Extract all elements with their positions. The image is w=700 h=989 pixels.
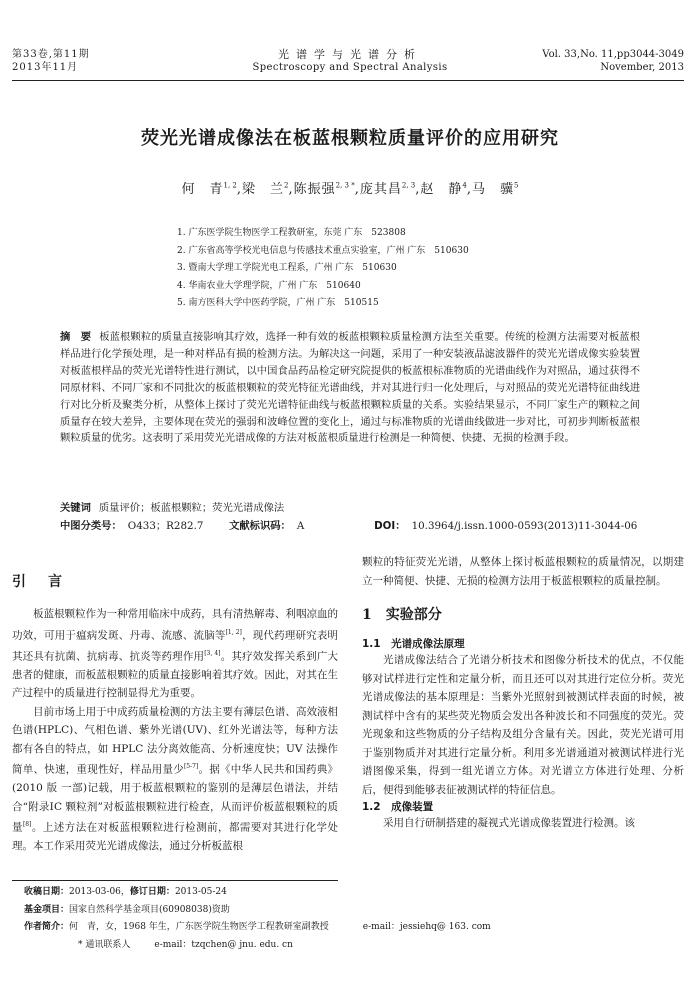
corresponding-label: * 通讯联系人 — [78, 939, 131, 950]
journal-name-zh: 光谱学与光谱分析 — [278, 48, 422, 61]
fund-label: 基金项目： — [24, 904, 70, 915]
keywords-text: 质量评价；板蓝根颗粒；荧光光谱成像法 — [98, 502, 285, 514]
author-list — [0, 178, 700, 197]
journal-name-en: Spectroscopy and Spectral Analysis — [252, 62, 448, 73]
doi-value: 10.3964/j.issn.1000-0593(2013)11-3044-06 — [411, 520, 638, 532]
received-label: 收稿日期： — [24, 887, 70, 897]
author-separator: , — [466, 182, 473, 197]
footnote-divider — [12, 880, 338, 881]
author-name: 梁 兰 — [242, 182, 285, 197]
volume-issue: 第33卷,第11期 — [12, 49, 90, 60]
left-column — [12, 555, 338, 856]
author-email[interactable]: e-mail：jessiehq@ 163. com — [362, 922, 491, 932]
received-date: 2013-03-06， — [69, 887, 130, 897]
classification-line — [60, 517, 640, 532]
author-name: 陈振强 — [293, 182, 336, 197]
text-run: 。其疗效发挥关系到广大患者的健康，而板蓝根颗粒的质量直接影响着其疗效。因此，对其在生产过程中的质量进行控制显得尤为重要。 — [12, 650, 338, 699]
journal-citation-info — [542, 48, 684, 74]
text-run: 目前市场上用于中成药质量检测的方法主要有薄层色谱、高效液相色谱(HPLC)、气相色谱、紫外光谱(UV)、红外光谱法等，每种方法都有各自的特点，如 HPLC 法分离效能高、分析速度快；UV 法操作简单、快速，重现性好，样品用量少 — [12, 705, 338, 776]
publication-date: 2013年11月 — [12, 62, 79, 73]
subsection-1-2-text: 采用自行研制搭建的凝视式光谱成像装置进行检测。该 — [383, 817, 635, 829]
citation[interactable]: [3, 4] — [204, 649, 221, 657]
author-name: 庞其昌 — [359, 182, 402, 197]
bio-value: 何 青，女，1968 年生，广东医学院生物医学工程教研室副教授 — [69, 922, 329, 932]
affiliation-item: 1. 广东医学院生物医学工程教研室，东莞 广东 523808 — [177, 228, 406, 238]
keywords-label: 关键词 — [60, 502, 91, 514]
header-divider — [12, 80, 684, 81]
abstract — [60, 329, 640, 447]
text-run: ，现代药理研究表明其还具有抗菌、抗病毒、抗炎等药理作用 — [12, 629, 338, 662]
author-separator: , — [354, 182, 360, 197]
intro-paragraph-1 — [12, 605, 338, 703]
intro-paragraph-2 — [12, 703, 338, 856]
affiliation-item: 2. 广东省高等学校光电信息与传感技术重点实验室，广州 广东 510630 — [177, 245, 469, 256]
revised-label: 修订日期： — [129, 887, 175, 897]
clc-label: 中图分类号： — [60, 520, 122, 532]
fund-note — [24, 902, 491, 920]
paper-title: 荧光光谱成像法在板蓝根颗粒质量评价的应用研究 — [141, 128, 559, 149]
corresponding-email[interactable]: e-mail：tzqchen@ jnu. edu. cn — [154, 939, 293, 950]
clc-value: O433；R282.7 — [127, 520, 204, 532]
bio-label: 作者简介： — [24, 922, 70, 932]
author-affil-sup: 2, 3 — [401, 181, 416, 190]
author-separator: , — [288, 182, 294, 197]
abstract-label: 摘 要 — [60, 331, 92, 343]
right-column — [362, 553, 684, 833]
intro-heading: 引 言 — [12, 574, 66, 590]
author-affil-sup: 1, 2 — [223, 181, 237, 190]
section-1-heading: 1 实验部分 — [362, 607, 442, 623]
text-run: 。据《中华人民共和国药典》(2010 版 一部)记载，用于板蓝根颗粒的鉴别的是薄层色谱法，并结合“附录ⅠC 颗粒剂”对板蓝根颗粒进行检查，从而评价板蓝根颗粒的质量 — [12, 763, 339, 834]
author-separator: , — [236, 182, 242, 197]
affiliation-item: 3. 暨南大学理工学院光电工程系，广州 广东 510630 — [177, 263, 397, 273]
intro-paragraph-continued: 颗粒的特征荧光光谱，从整体上探讨板蓝根颗粒的质量情况，以期建立一种简便、快捷、无损的检测方法用于板蓝根颗粒的质量控制。 — [362, 556, 684, 587]
subsection-1-2-heading: 1.2 成像装置 — [362, 801, 434, 813]
abstract-text: 板蓝根颗粒的质量直接影响其疗效，选择一种有效的板蓝根颗粒质量检测方法至关重要。传统的检测方法需要对板蓝根样品进行化学预处理，是一种对样品有损的检测方法。为解决这一问题，采用了一种安装液晶滤波器件的荧光光谱成像实验装置对板蓝根样品的荧光光谱特性进行测试，以中国食品药品检定研究院提供的板蓝根标准物质的光谱曲线作为对照品，通过获得不同原材料、不同厂家和不同批次的板蓝根颗粒的荧光特征光谱曲线，并对其进行归一化处理后，与对照品的荧光光谱特征曲线进行对比分析及聚类分析，从整体上探讨了荧光光谱特征曲线与板蓝根颗粒质量的关系。实验结果显示，不同厂家生产的颗粒之间质量存在较大差异，主要体现在荧光的强弱和波峰位置的变化上，通过与标准物质的光谱曲线做进一步对比，可初步判断板蓝根颗粒质量的优劣。这表明了采用荧光光谱成像的方法对板蓝根质量进行检测是一种简便、快捷、无损的检测手段。 — [60, 331, 641, 445]
volume-pages: Vol. 33,No. 11,pp3044-3049 — [542, 49, 684, 60]
citation[interactable]: [1, 2] — [225, 628, 242, 636]
affiliation-item: 5. 南方医科大学中医药学院，广州 广东 510515 — [177, 298, 379, 308]
author-bio-note — [24, 919, 491, 937]
author-affil-sup: 2, 3 * — [335, 181, 355, 190]
fund-value: 国家自然科学基金项目(60908038)资助 — [69, 904, 230, 915]
doi-label: DOI： — [374, 520, 406, 532]
doc-code-value: A — [296, 520, 305, 532]
author-name: 何 青 — [181, 182, 224, 197]
subsection-1-1-text: 光谱成像法结合了光谱分析技术和图像分析技术的优点，不仅能够对试样进行定性和定量分析，而且还可以对其进行定位分析。荧光光谱成像法的基本原理是：当紫外光照射到被测试样表面的时候，被测试样中含有的某些荧光物质会发出各种波长和不同强度的荧光。荧光现象和这些物质的分子结构及组分含量有关。因此，荧光光谱可用于鉴别物质并对其进行定量分析。利用多光谱通道对被测试样进行光谱图像采集，得到一组光谱立方体。对光谱立方体进行处理、分析后，便得到能够表征被测试样的特征信息。 — [362, 654, 684, 796]
citation[interactable]: [5-7] — [183, 763, 199, 770]
text-run: 板蓝根颗粒作为一种常用临床中成药，具有清热解毒、利咽凉血的功效，可用于瘟病发斑、丹毒、流感、流脑等 — [12, 608, 338, 641]
author-affil-sup: 5 — [514, 181, 519, 190]
month-year: November, 2013 — [600, 62, 684, 73]
dates-note — [24, 884, 491, 902]
affiliation-item: 4. 华南农业大学理学院，广州 广东 510640 — [177, 280, 361, 291]
affiliation-list — [177, 225, 469, 313]
doc-code-label: 文献标识码： — [229, 520, 291, 532]
text-run: 。上述方法在对板蓝根颗粒进行检测前，都需要对其进行化学处理。本工作采用荧光光谱成像法，通过分析板蓝根 — [12, 821, 339, 852]
author-name: 马 骥 — [472, 182, 515, 197]
author-separator: , — [415, 182, 421, 197]
footnotes — [24, 884, 491, 954]
revised-date: 2013-05-24 — [174, 887, 227, 897]
author-name: 赵 静 — [420, 182, 463, 197]
corresponding-note — [24, 937, 491, 955]
subsection-1-1-heading: 1.1 光谱成像法原理 — [362, 638, 465, 650]
author-affil-sup: 4 — [462, 181, 467, 190]
citation[interactable]: [8] — [22, 821, 32, 828]
keywords — [60, 499, 284, 514]
author-affil-sup: 2 — [284, 181, 289, 190]
